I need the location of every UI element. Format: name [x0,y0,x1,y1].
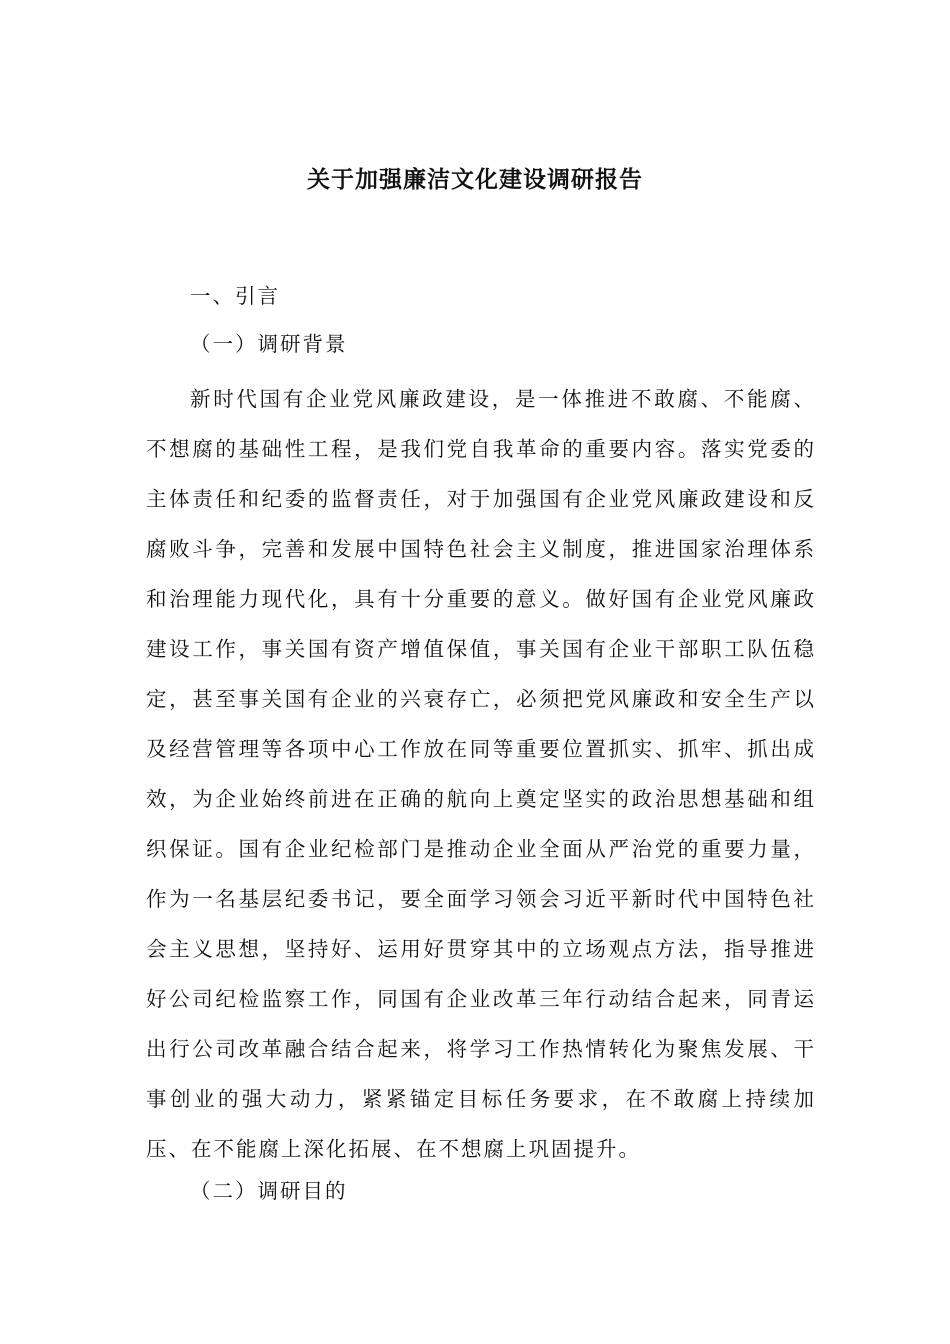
subsection-heading-background: （一）调研背景 [190,332,348,356]
document-title: 关于加强廉洁文化建设调研报告 [307,166,643,193]
body-paragraph: 新时代国有企业党风廉政建设，是一体推进不敢腐、不能腐、不想腐的基础性工程，是我们党自我革命的重要内容。落实党委的主体责任和纪委的监督责任，对于加强国有企业党风廉政建设和反腐败斗争，完善和发展中国特色社会主义制度，推进国家治理体系和治理能力现代化，具有十分重要的意义。做好国有企业党风廉政建设工作，事关国有资产增值保值，事关国有企业干部职工队伍稳定，甚至事关国有企业的兴衰存亡，必须把党风廉政和安全生产以及经营管理等各项中心工作放在同等重要位置抓实、抓牢、抓出成效，为企业始终前进在正确的航向上奠定坚实的政治思想基础和组织保证。国有企业纪检部门是推动企业全面从严治党的重要力量，作为一名基层纪委书记，要全面学习领会习近平新时代中国特色社会主义思想，坚持好、运用好贯穿其中的立场观点方法，指导推进好公司纪检监察工作，同国有企业改革三年行动结合起来，同青运出行公司改革融合结合起来，将学习工作热情转化为聚焦发展、干事创业的强大动力，紧紧锚定目标任务要求，在不敢腐上持续加压、在不能腐上深化拓展、在不想腐上巩固提升。 [146,387,816,1161]
subsection-heading-purpose: （二）调研目的 [190,1179,348,1203]
section-heading-introduction: 一、引言 [190,284,280,308]
